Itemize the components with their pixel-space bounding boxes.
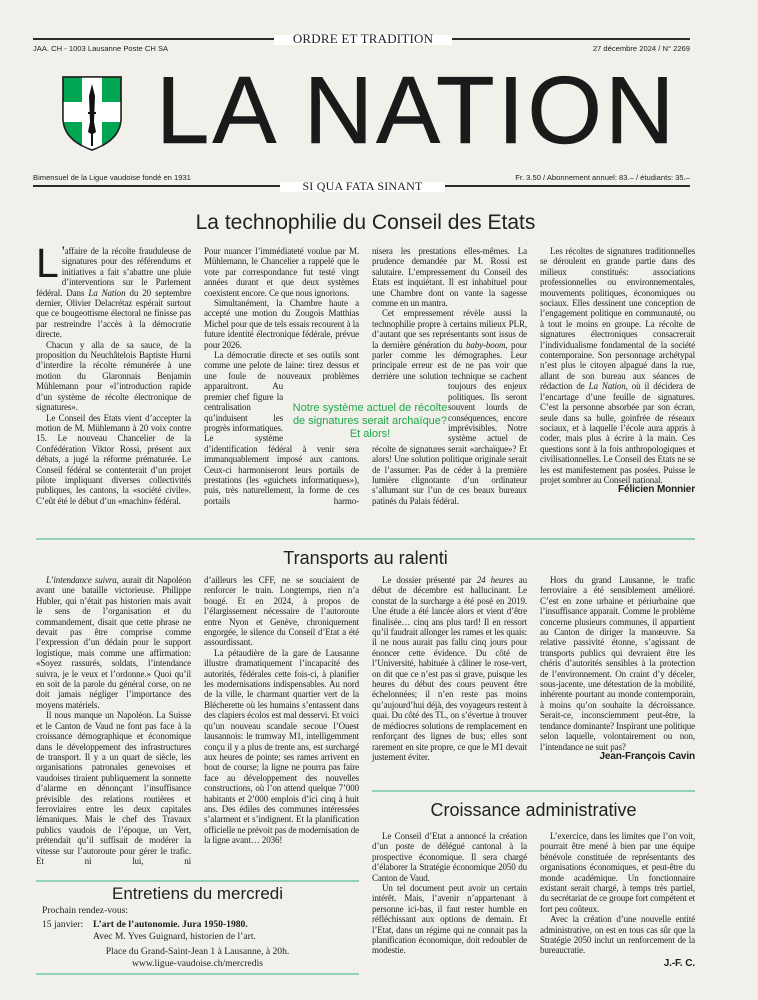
article1-col3: [372, 246, 527, 506]
article2-col4: [540, 575, 695, 762]
italic-text: baby-boom: [466, 339, 506, 350]
italic-text: La Nation: [588, 381, 626, 392]
text: , pour parler comme les démographes. Leur principale erreur est de ne pas voir que derrière une solution technique se cachent toujours des enjeux politiques. Ils seront souvent lourds de conséquences, encore imprévisibles. Notre système actuel de récolte de signatures serait «archaïque»? Et alors! Une solution politique originale serait de l’assumer. Pas de céder à la première lumière clignotante d’un ordinateur s’allumant sur l’un de ces beaux bureaux patinés du Palais fédéral.: [372, 339, 527, 506]
text: au début de décembre est hallucinant. Le constat de la surcharge a été posé en 2019. Une étude a été lancée alors et vient d’être finalisée… cinq ans plus tard! Il en ressort qu’il faudrait allonger les rames et les quais: il ne nous aurait pas fallu cinq jours pour énoncer cette évidence. Du côté de l’Université, habituée à câliner le rose-vert, on dit que ce n’est pas si grave, puisque les heures du début des cours peuvent être échelonnées; il n’en reste pas moins qu’aujourd’hui déjà, des voyageurs restent à quai. Du côté des TL, on s’évertue à trouver de médiocres solutions de remplacement en renforçant des lignes de bus; elles sont rarement en site propre, ce que le M1 devait justement éviter.: [372, 575, 527, 762]
text: Les récoltes de signatures traditionnelles se déroulent en grande partie dans des milieux constitués: associations professionnelles ou environnementales, mouvements politiques, économiques ou sociaux. Elles dessinent une conception de l’engagement politique en communauté, ou à tout le moins en groupe. La récolte de signatures électroniques consacrerait l’individualisme fondamental de la société contemporaine. Son personnage archétypal n’est plus le citoyen alpagué dans la rue, allant de son bureau aux séances de rédaction de: [540, 246, 695, 392]
dropcap-apostrophe: ’: [61, 245, 65, 257]
subtitle: Bimensuel de la Ligue vaudoise fondé en 1931: [33, 173, 191, 182]
section-divider: [36, 973, 359, 975]
author-signature: J.-F. C.: [663, 957, 695, 969]
article1-paragraph: La démocratie directe et ses outils sont comme une pelote de laine: tirez dessus et une foule de nouveaux problèmes apparaitront. Au premier chef figure la centralisation qu’induisent les progrès informatiques. Le système d’identification fédéral à venir sera immanquablement imposé aux cantons. Ceux-ci harmoniseront leurs portails de prestations (les «guichets informatiques»), puis, très naturellement, la forme de ces portails harmo-: [204, 350, 359, 506]
article1-paragraph: Chacun y alla de sa sauce, de la proposition du Neuchâtelois Baptiste Hurni d’interdire la récolte rémunérée à une motion du Glaronnais Benjamin Mühlemann pour «l’introduction rapide d’un système de récolte électronique de signatures».: [36, 339, 191, 413]
author-signature: Félicien Monnier: [618, 484, 695, 496]
article3-col3: [372, 831, 527, 956]
section-divider: [36, 880, 359, 882]
masthead-title: LA NATION: [156, 57, 678, 164]
event-talk-title: L’art de l’autonomie. Jura 1950-1980.: [93, 919, 248, 930]
article3-col4: [540, 831, 695, 969]
article1-paragraph: Le Conseil des Etats vient d’accepter la motion de M. Mühlemann à 20 voix contre 15. Le nouveau Chancelier de la Confédération Viktor Rossi, présent aux débats, a jugé la réforme prématurée. Le Conseil fédéral se contenterait d’un projet pilote impliquant diverses collectivités publiques, les cantons, la «société civile». C’eût été le début d’un «machin» fédéral.: [36, 412, 191, 506]
italic-text: La Nation: [88, 287, 126, 298]
article1-col4: [540, 246, 695, 496]
vaud-shield-icon: [62, 76, 122, 151]
article2-paragraph: La pétaudière de la gare de Lausanne illustre dramatiquement l’incapacité des autorités, fédérales cette fois-ci, à planifier les modernisations indispensables. Au nord de la ville, le charmant quartier vert de la Blécherette où les humains s’entassent dans des clapiers écolos est mal desservi. Et voici qu’un nouveau scandale secoue l’Ouest lausannois: le tramway M1, intelligemment conçu il y a plus de trente ans, est surchargé aux heures de pointe; ses rames arrivent en bout de course; la ligne ne pourra pas faire face au développement des nouvelles constructions, où l’on attend quelque 7’000 habitants et 2’000 emplois d’ici cinq à huit ans. Des édiles des communes intéressées s’alarment et s’indignent. Et la planification officielle ne prévoit pas de modernisation de la ligne avant… 2036!: [204, 647, 359, 846]
text: du 20 septembre dernier, Olivier Delacrétaz espérait surtout que ce bougeottisme électoral ne finisse pas par restreindre l’accès à la démocratie directe.: [36, 287, 191, 340]
article2-paragraph: Il nous manque un Napoléon. La Suisse et le Canton de Vaud ne font pas face à la croissance démographique et économique dans le développement des infrastructures de transport. Il y a un quart de siècle, les organisations patronales genevoises et vaudoises tiraient publiquement la sonnette d’alarme en dénonçant l’insuffisance prévisible des relations routières et ferroviaires entre les deux capitales lémaniques. Mais le chef des Travaux publics vaudois de l’époque, un Vert, prétendait qu’il suffisait de modérer la vitesse sur l’autoroute pour gérer le trafic. Et ni lui, ni: [36, 710, 191, 866]
dropcap: L: [36, 240, 59, 286]
article3-paragraph: Un tel document peut avoir un certain intérêt. Mais, l’avenir n’appartenant à personne ici-bas, il faut rester humble en réfléchissant aux options de demain. Et l’Etat, dans un régime qui ne connait pas la planification économique, doit redoubler de modestie.: [372, 883, 527, 956]
event-speaker: Avec M. Yves Guignard, historien de l’art.: [93, 931, 256, 942]
motto-bottom: SI QUA FATA SINANT: [302, 179, 423, 193]
article1-paragraph: Simultanément, la Chambre haute a accepté une motion du Zougois Matthias Michel pour que de tels essais recourent à la future identité électronique fédérale, prévue pour 2026.: [204, 298, 359, 350]
article-title-transports: Transports au ralenti: [283, 548, 448, 568]
pull-quote: Notre système actuel de récolte de signatures serait archaïque? Et alors!: [292, 402, 448, 440]
article3-paragraph: Le Conseil d’Etat a annoncé la création d’un poste de délégué cantonal à la prospective économique. Il sera chargé d’élaborer la Stratégie économique 2050 du Canton de Vaud.: [372, 831, 527, 883]
event-date: 15 janvier:: [42, 919, 84, 930]
article1-col2: [204, 246, 359, 506]
section-divider: [36, 538, 695, 540]
article2-col1: [36, 575, 191, 866]
text: Cet empressement révèle aussi la technophilie propre à certains milieux PLR, d’autant que ses représentants sont issus de la dernière génération du: [372, 308, 527, 350]
author-signature: Jean-François Cavin: [599, 750, 695, 762]
text: , où il décidera de l’encartage d’une feuille de signatures. C’est la personne absorbée par son écran, seule dans sa bulle, goinfrée de réseaux sociaux, et à laquelle l’école aura appris à coder, mais plus à écrire à la main. Ces questions sont à la fois anthropologiques et civilisationnelles. Le Conseil des Etats ne se les est manifestement pas posées. Puisse le projet sombrer au Conseil national.: [540, 381, 695, 485]
text: Le dossier présenté par: [382, 575, 477, 585]
price-info: Fr. 3.50 / Abonnement annuel: 83.– / étudiants: 35.–: [515, 173, 690, 182]
postal-info: JAA. CH - 1003 Lausanne Poste CH SA: [33, 44, 169, 53]
article2-paragraph: d’ailleurs les CFF, ne se souciaient de renforcer le train. Longtemps, rien n’a bougé. Et en 2024, à propos de l’élargissement nécessaire de l’autoroute entre Nyon et Genève, chroniquement engorgée, le silence du Conseil d’Etat a été assourdissant.: [204, 575, 359, 648]
events-title: Entretiens du mercredi: [111, 884, 284, 903]
article2-col2: [204, 575, 359, 846]
article1-paragraph: [540, 246, 695, 485]
italic-text: L’intendance suivra: [46, 575, 117, 585]
text: , aurait dit Napoléon avant une bataille victorieuse. Philippe Hubler, qui n’était pas historien mais avait le sens de l’organisation et du commandement, disait que cette phrase ne devait pas être comprise comme l’expression d’un dédain pour le support logistique, mais comme une affirmation: «Soyez rassurés, soldats, l’intendance suivra, je le veux et l’ordonne.» Quoi qu’il en soit de la parole du général corse, on ne doit jamais négliger l’importance des moyens matériels.: [36, 575, 191, 710]
event-website-link[interactable]: www.ligue-vaudoise.ch/mercredis: [132, 958, 263, 969]
article2-paragraph: [372, 575, 527, 762]
text: affaire de la récolte frauduleuse de signatures pour des référendums et initiatives a fait s’abattre une pluie d’interventions sur le Parlement fédéral. Dans: [36, 246, 191, 298]
article1-paragraph: [36, 240, 191, 340]
italic-text: 24 heures: [476, 575, 514, 585]
article1-paragraph: Pour nuancer l’immédiateté voulue par M. Mühlemann, le Chancelier a rappelé que le vote par correspondance fut testé vingt années durant et que deux systèmes coexistent encore. Ce que nous ignorions.: [204, 246, 359, 298]
events-next-label: Prochain rendez-vous:: [42, 905, 129, 916]
motto-top: ORDRE ET TRADITION: [292, 31, 434, 46]
article2-paragraph: [36, 575, 191, 710]
article2-paragraph: Hors du grand Lausanne, le trafic ferroviaire a été sensiblement amélioré. C’est en zone urbaine et périurbaine que l’insuffisance apparait. Comme le problème concerne plusieurs communes, il appartient au Canton de diriger la manœuvre. Sa relative passivité étonne, s’agissant de transports publics qui devraient être les chéris d’autorités sensibles à la protection de l’environnement. On craint d’y déceler, sous-jacente, une détestation de la mobilité, inhérente pourtant au monde contemporain, à moins qu’on souhaite la décroissance. Serait-ce, inconsciemment peut-être, la tendance dominante? Inspirant une politique selon laquelle, volontairement ou non, l’intendance ne suit pas?: [540, 575, 695, 752]
article3-paragraph: L’exercice, dans les limites que l’on voit, pourrait être mené à bien par une équipe bénévole constituée de représentants des organisations économiques, et peut-être du monde académique. Un fonctionnaire existant serait chargé, à temps très partiel, du secrétariat de ce groupe fort compétent et fort peu coûteux.: [540, 831, 695, 914]
article1-col1: [36, 240, 191, 506]
article-title-technophilie: La technophilie du Conseil des Etats: [195, 211, 536, 234]
issue-info: 27 décembre 2024 / N° 2269: [592, 44, 690, 53]
article-title-croissance: Croissance administrative: [430, 800, 637, 820]
event-place: Place du Grand-Saint-Jean 1 à Lausanne, à 20h.: [105, 946, 290, 957]
article3-paragraph: Avec la création d’une nouvelle entité administrative, on est en tous cas sûr que la Stratégie 2050 inclut un renforcement de la bureaucratie.: [540, 914, 695, 956]
article2-col3: [372, 575, 527, 762]
article1-paragraph: nisera les prestations elles-mêmes. La prudence demandée par M. Rossi est salutaire. L’empressement du Conseil des Etats est inquiétant. Il est inhabituel pour une Chambre dont on vante la sagesse comme en un mantra.: [372, 246, 527, 309]
section-divider: [372, 790, 695, 792]
